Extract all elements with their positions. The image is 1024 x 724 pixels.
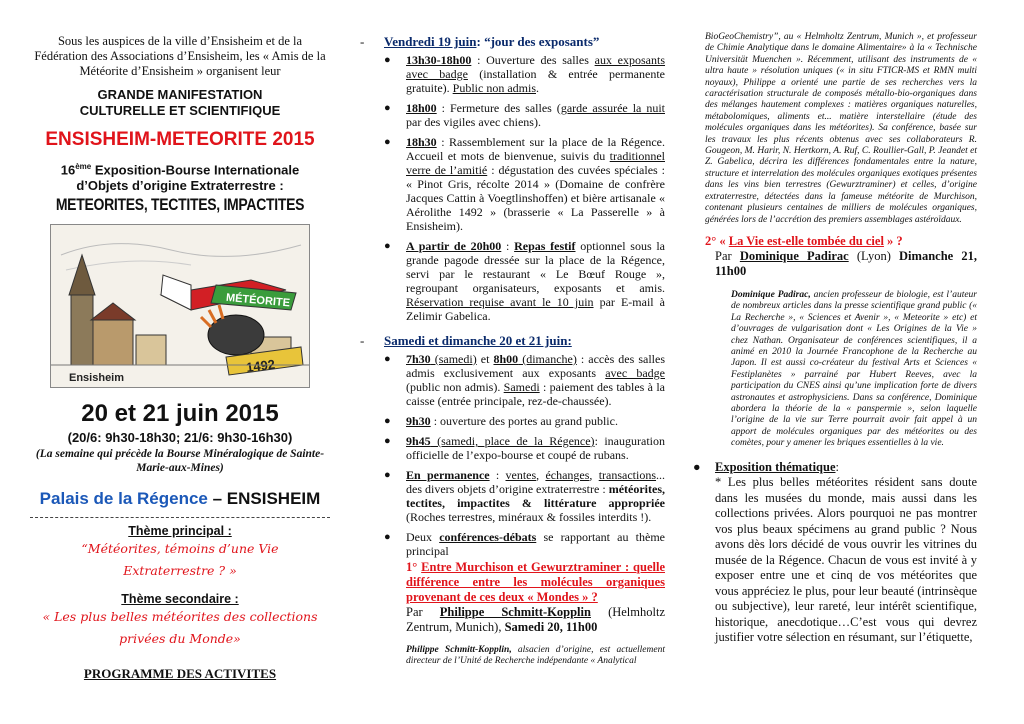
semaine-note: (La semaine qui précède la Bourse Minéralogique de Sainte-Marie-aux-Mines) — [35, 448, 325, 475]
event-title: ENSISHEIM-METEORITE 2015 — [45, 129, 315, 150]
event-dates: 20 et 21 juin 2015 — [81, 400, 279, 428]
right-column — [693, 0, 978, 724]
poster-year-text: 1492 — [245, 356, 276, 376]
poster-illustration — [50, 224, 310, 388]
conference-2-bio: Dominique Padirac, ancien professeur de biologie, est l’auteur de nombreux articles dans la presse scientifique grand public (« La Recherche », « Sciences et Avenir », « Meteorite » etc) et d’ouvrages de vulgarisation dont « Les Origines de la Vie » chez Nathan. Organisateur de conférences scientifiques, il a animé en 2010 la Journée Francophone de la Recherche au Japon. Il est aussi co-créateur du festival Arts et Sciences « Festiplanètes » parrainé par Hubert Reeves, avec la participation du CNES ainsi qu’une implication forte de divers astronautes et astrophysiciens. Dans sa conférence, Dominique abordera la théorie de la « panspermie », selon laquelle l’origine de la vie sur Terre pourrait avoir fait appel à un apport de molécules organiques par des météorites ou des comètes, pour y amener les briques essentielles à la vie. — [731, 289, 978, 449]
theme-principal-line1: “Météorites, témoins d’une Vie — [81, 541, 279, 557]
vendredi-heading: - Vendredi 19 juin: “jour des exposants” — [360, 34, 600, 49]
list-item: ● 18h30 : Rassemblement sur la place de la Régence. Accueil et mots de bienvenue, suivis du traditionnel verre de l’amitié : dégustation des cuvées spéciales : « Pinot Gris, récolte 2014 » (Domaine de confrère Jacques Cattin à Voegtlinshoffen) et bière artisanale « Aérolithe 1492 » (brasserie « La Passerelle » à Ensisheim). — [384, 135, 665, 233]
conference-1-bio-cont: BioGeoChemistry”, au « Helmholtz Zentrum, Munich », et professeur de Chimie Analytique dans le domaine Alimentaire» à la « Technische Universität Muenchen ». Récemment, utilisant des instruments de « ultra haute » résolution uniques (« in situ FTICR-MS et RMN multi noyaux), Philippe a orienté une partie de ses recherches vers la caractérisation structurale de composés métallo-bio-organiques dans des mélanges hautement complexes : matières organiques naturelles, métabolomiques, aliments et... matière interstellaire (étude des molécules organiques dans les météorites). Sa conférence, basée sur les travaux les plus récents obtenus avec ses collaborateurs R. Gougeon, M. Harir, N. Hertkorn, A. Ruf, C. Roullier-Gall, P. Jeandet et Z. Gabelica, décrira les différences fondamentales entre la nature, structure et interrelation des molécules organiques exotiques présentes dans les vins bien terrestres (Gewurztraminer) et celles, d’origine extraterrestre, détectées dans la fameuse météorite de Murchison, contenant plusieurs centaines de milliers de molécules organiques, générées lors de l’accrétion des premiers assemblages astéroïdaux. — [705, 32, 977, 225]
theme-secondaire-line1: « Les plus belles météorites des collections — [42, 609, 318, 625]
intro-text: Sous les auspices de la ville d’Ensisheim et de la Fédération des Associations d’Ensisheim, les « Amis de la Météorite d’Ensisheim » organisent leur — [34, 34, 326, 78]
grande-manifestation: GRANDE MANIFESTATION — [97, 87, 263, 102]
theme-principal-line2: Extraterrestre ? » — [123, 563, 237, 579]
exposition-heading: ● Exposition thématique: — [693, 459, 839, 474]
samedi-list — [360, 352, 665, 558]
list-item: ● En permanence : ventes, échanges, transactions... des divers objets d’origine extraterrestre : météorites, tectites, impactites & littérature appropriée (Roches terrestres, minéraux & fossiles interdits !). — [384, 468, 666, 524]
left-column — [30, 0, 330, 724]
vendredi-list — [360, 53, 665, 323]
exposition-text: * Les plus belles météorites résident sans doute dans les musées du monde, mais aussi dans les collections privées. Alors pourquoi ne pas montrer vos plus beaux spécimens au grand public ? Nous avons dès lors décidé de vous ouvrir les vitrines du musée de la Régence. Chacun de vous est invité à y exposer entre une et cinq de vos météorites que vous appréciez le plus, pour leur beauté (intrinsèque ou subjective), leur rareté, leur intérêt scientifique, historique, anecdotique…C’est vous qui devrez justifier votre sélection en résumant, sur l’étiquette, — [715, 475, 977, 645]
programme-heading: PROGRAMME DES ACTIVITES — [83, 666, 277, 682]
list-item: ● 9h30 : ouverture des portes au grand public. — [384, 414, 618, 428]
middle-column — [360, 0, 665, 724]
list-item: ● 13h30-18h00 : Ouverture des salles aux exposants avec badge (installation & entrée permanente gratuite). Public non admis. — [384, 53, 666, 95]
conference-1-speaker: Par Philippe Schmitt-Kopplin (Helmholtz Zentrum, Munich), Samedi 20, 11h00 — [406, 605, 665, 634]
theme-secondaire-label: Thème secondaire : — [121, 592, 239, 607]
meteorites-title: METEORITES, TECTITES, IMPACTITES — [55, 194, 305, 214]
culturelle-scientifique: CULTURELLE ET SCIENTIFIQUE — [79, 103, 281, 118]
theme-secondaire-line2: privées du Monde» — [119, 631, 241, 647]
list-item: ● 7h30 (samedi) et 8h00 (dimanche) : accès des salles admis exclusivement aux exposants avec badge (public non admis). Samedi : paiement des tables à la caisse (entrée principale, rez-de-chaussée). — [384, 352, 665, 408]
dashed-divider — [30, 517, 330, 518]
samedi-heading: - Samedi et dimanche 20 et 21 juin: — [360, 333, 572, 348]
event-hours: (20/6: 9h30-18h30; 21/6: 9h30-16h30) — [67, 430, 293, 446]
conference-2-speaker: Par Dominique Padirac (Lyon) Dimanche 21, 11h00 — [715, 248, 977, 279]
conference-2-title: 2° « La Vie est-elle tombée du ciel » ? — [705, 233, 903, 248]
expo-line2: d’Objets d’origine Extraterrestre : — [76, 178, 284, 194]
conference-1-title: 1° Entre Murchison et Gewurztraminer : quelle différence entre les molécules organiques provenant de ces deux « Mondes » ? — [406, 560, 665, 604]
poster-town-text: Ensisheim — [69, 372, 125, 385]
list-item: ● Deux conférences-débats se rapportant au thème principal — [384, 530, 665, 558]
list-item: ● 9h45 (samedi, place de la Régence): inauguration officielle de l’expo-bourse et coupé de rubans. — [384, 434, 666, 462]
theme-principal-label: Thème principal : — [128, 524, 232, 539]
list-item: ● A partir de 20h00 : Repas festif optionnel sous la grande pagode dressée sur la place de la Régence, servi par le restaurant « Le Bœuf Rouge », regroupant organisateurs, exposants et amis. Réservation requise avant le 10 juin par E-mail à Zelimir Gabelica. — [384, 239, 666, 323]
list-item: ● 18h00 : Fermeture des salles (garde assurée la nuit par des vigiles avec chiens). — [384, 101, 665, 129]
expo-line1: 16ème Exposition-Bourse Internationale — [60, 162, 300, 178]
poster-banner-text: MÉTÉORITE — [225, 292, 291, 310]
conference-1 — [360, 560, 665, 668]
conference-1-bio-start: Philippe Schmitt-Kopplin, alsacien d’origine, est actuellement directeur de l’Unité de Recherche indépendante « Analytical — [406, 645, 665, 667]
palais-line: Palais de la Régence – ENSISHEIM — [39, 489, 321, 509]
